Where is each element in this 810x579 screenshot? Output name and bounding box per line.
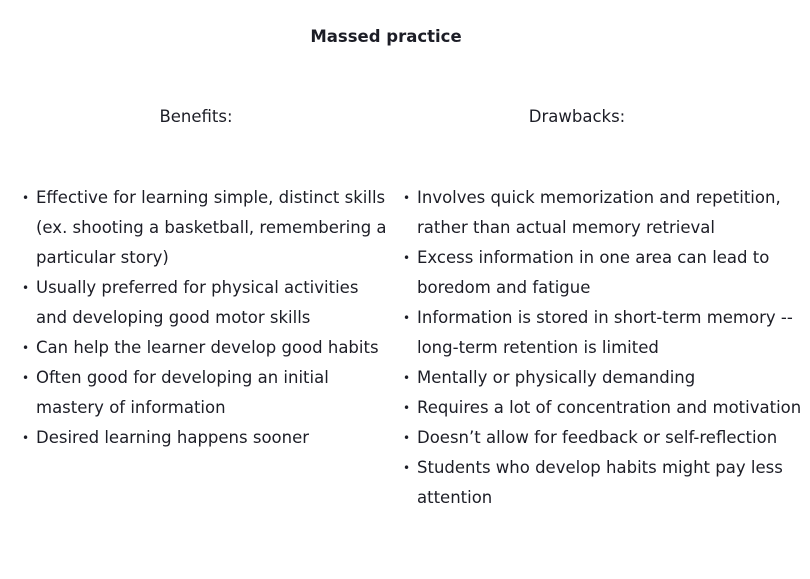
drawbacks-heading: Drawbacks: xyxy=(528,107,626,126)
bullet-icon: • xyxy=(403,461,411,475)
list-item: • Desired learning happens sooner xyxy=(22,423,392,453)
list-item: • Information is stored in short-term memory -- long-term retention is limited xyxy=(403,303,803,363)
benefits-heading: Benefits: xyxy=(159,107,233,126)
list-item: • Often good for developing an initial mastery of information xyxy=(22,363,392,423)
list-item: • Effective for learning simple, distinct skills (ex. shooting a basketball, remembering a particular story) xyxy=(22,183,392,273)
list-item: • Excess information in one area can lead to boredom and fatigue xyxy=(403,243,803,303)
bullet-icon: • xyxy=(403,431,411,445)
list-item: • Requires a lot of concentration and motivation xyxy=(403,393,803,423)
benefits-list xyxy=(22,183,392,453)
bullet-icon: • xyxy=(403,251,411,265)
bullet-icon: • xyxy=(403,311,411,325)
drawbacks-list xyxy=(403,183,803,513)
bullet-icon: • xyxy=(403,401,411,415)
bullet-icon: • xyxy=(22,191,30,205)
list-item: • Can help the learner develop good habits xyxy=(22,333,392,363)
list-item: • Mentally or physically demanding xyxy=(403,363,803,393)
bullet-icon: • xyxy=(403,371,411,385)
bullet-icon: • xyxy=(22,431,30,445)
bullet-icon: • xyxy=(22,341,30,355)
bullet-icon: • xyxy=(22,281,30,295)
list-item: • Doesn’t allow for feedback or self-reflection xyxy=(403,423,803,453)
list-item: • Usually preferred for physical activities and developing good motor skills xyxy=(22,273,392,333)
list-item: • Students who develop habits might pay less attention xyxy=(403,453,803,513)
bullet-icon: • xyxy=(403,191,411,205)
page-title: Massed practice xyxy=(310,27,462,46)
bullet-icon: • xyxy=(22,371,30,385)
list-item: • Involves quick memorization and repetition, rather than actual memory retrieval xyxy=(403,183,803,243)
